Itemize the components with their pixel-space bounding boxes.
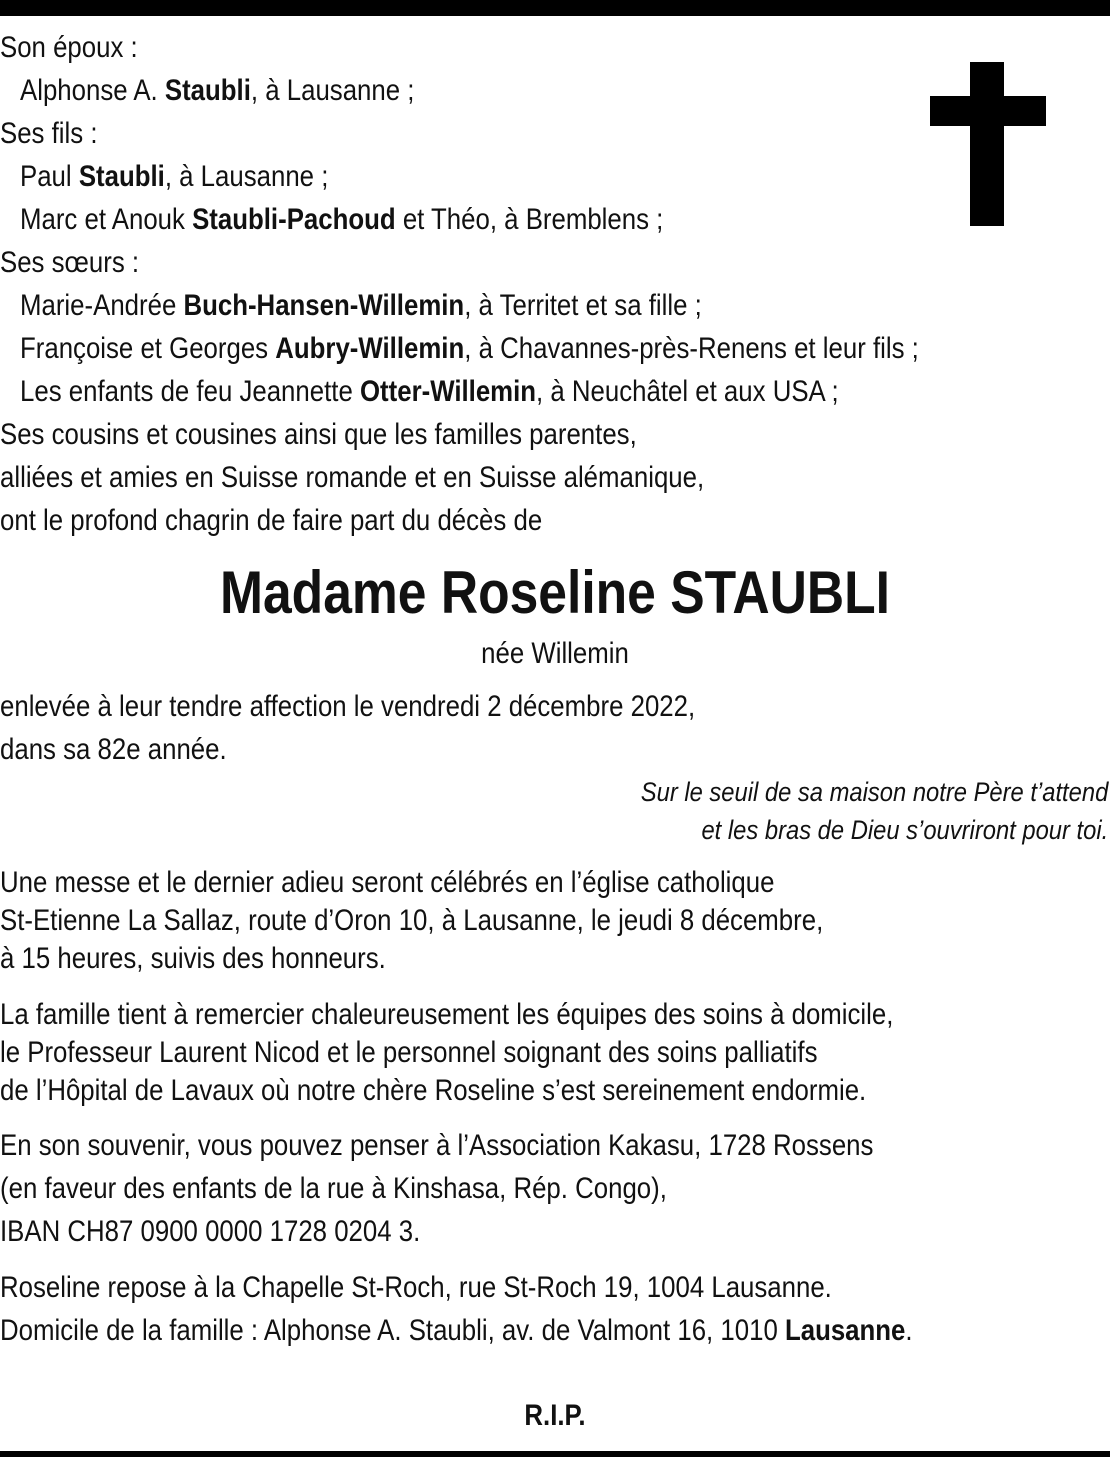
top-rule (0, 0, 1110, 16)
cousins-line: Ses cousins et cousines ainsi que les familles parentes, (0, 418, 637, 451)
death-line: dans sa 82e année. (0, 733, 227, 766)
sister-entry: Marie-Andrée Buch-Hansen-Willemin, à Territet et sa fille ; (20, 289, 702, 322)
spouse-heading: Son époux : (0, 31, 138, 64)
son-entry: Marc et Anouk Staubli-Pachoud et Théo, à Bremblens ; (20, 203, 664, 236)
mass-line: Une messe et le dernier adieu seront célébrés en l’église catholique (0, 866, 775, 899)
quote-line: et les bras de Dieu s’ouvriront pour toi. (701, 815, 1108, 845)
cousins-line: alliées et amies en Suisse romande et en Suisse alémanique, (0, 461, 705, 494)
latin-cross-icon (930, 62, 1046, 226)
cousins-line: ont le profond chagrin de faire part du décès de (0, 504, 543, 537)
sister-entry: Françoise et Georges Aubry-Willemin, à Chavannes-près-Renens et leur fils ; (20, 332, 919, 365)
rest-line: Roseline repose à la Chapelle St-Roch, rue St-Roch 19, 1004 Lausanne. (0, 1271, 832, 1304)
death-line: enlevée à leur tendre affection le vendredi 2 décembre 2022, (0, 690, 696, 723)
rip-text: R.I.P. (524, 1399, 586, 1432)
maiden-name: née Willemin (481, 637, 629, 670)
sisters-heading: Ses sœurs : (0, 246, 140, 279)
quote-line: Sur le seuil de sa maison notre Père t’attend (640, 777, 1108, 807)
domicile-line: Domicile de la famille : Alphonse A. Staubli, av. de Valmont 16, 1010 Lausanne. (0, 1314, 913, 1347)
sister-entry: Les enfants de feu Jeannette Otter-Willemin, à Neuchâtel et aux USA ; (20, 375, 839, 408)
mass-line: St-Etienne La Sallaz, route d’Oron 10, à Lausanne, le jeudi 8 décembre, (0, 904, 824, 937)
son-entry: Paul Staubli, à Lausanne ; (20, 160, 329, 193)
thanks-line: le Professeur Laurent Nicod et le personnel soignant des soins palliatifs (0, 1036, 818, 1069)
mass-line: à 15 heures, suivis des honneurs. (0, 942, 386, 975)
thanks-line: La famille tient à remercier chaleureusement les équipes des soins à domicile, (0, 998, 894, 1031)
donation-line: En son souvenir, vous pouvez penser à l’Association Kakasu, 1728 Rossens (0, 1129, 874, 1162)
donation-line: (en faveur des enfants de la rue à Kinshasa, Rép. Congo), (0, 1172, 667, 1205)
deceased-name: Madame Roseline STAUBLI (220, 559, 890, 626)
sons-heading: Ses fils : (0, 117, 98, 150)
thanks-line: de l’Hôpital de Lavaux où notre chère Roseline s’est sereinement endormie. (0, 1074, 867, 1107)
bottom-rule (0, 1451, 1110, 1457)
donation-line: IBAN CH87 0900 0000 1728 0204 3. (0, 1215, 421, 1248)
spouse-entry: Alphonse A. Staubli, à Lausanne ; (20, 74, 415, 107)
